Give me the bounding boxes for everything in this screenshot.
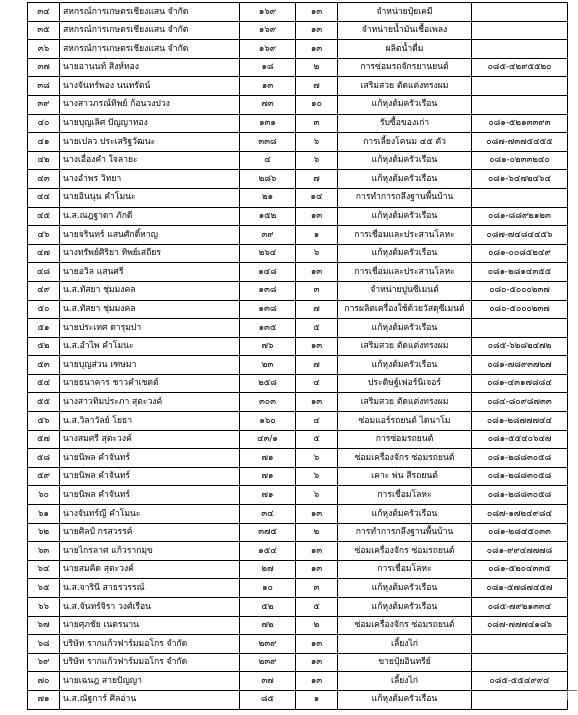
- village-number: ๖: [296, 449, 338, 468]
- table-row: [28, 263, 568, 282]
- village-number: ๑๓: [296, 3, 338, 22]
- table-row: [28, 467, 568, 486]
- house-number: ๓๔: [240, 505, 296, 524]
- business-registry-table: [27, 2, 568, 710]
- business-type: เสริมสวย ตัดแต่งทรงผม: [338, 77, 472, 96]
- table-row: [28, 151, 568, 170]
- row-number: ๕๙: [28, 467, 60, 486]
- row-number: ๖๘: [28, 635, 60, 654]
- business-owner-name: นายศุภชัย เนตรนาน: [60, 616, 240, 635]
- house-number: ๗๑: [240, 486, 296, 505]
- table-row: [28, 523, 568, 542]
- phone-number: ๐๘๑-๕๒๐๔๓๓๕: [472, 560, 568, 579]
- row-number: ๖๓: [28, 542, 60, 561]
- table-row: [28, 40, 568, 59]
- business-owner-name: บริษัท รากแก้วฟาร์มมอโกร จำกัด: [60, 653, 240, 672]
- business-type: แก้หุงต้มครัวเรือน: [338, 598, 472, 617]
- business-type: จำหน่ายน้ำมันเชื้อเพลง: [338, 21, 472, 40]
- business-owner-name: นายเฉนฎ สายปัญญา: [60, 672, 240, 691]
- table-row: [28, 374, 568, 393]
- house-number: ๓๗๕: [240, 523, 296, 542]
- village-number: ๓: [296, 281, 338, 300]
- row-number: ๓๖: [28, 40, 60, 59]
- house-number: ๑๓๘: [240, 300, 296, 319]
- business-owner-name: นายอินนุน คำโมนะ: [60, 188, 240, 207]
- business-owner-name: นายอานนท์ สิงห์ทอง: [60, 58, 240, 77]
- business-owner-name: น.ส.วิลาวัลย์ โยธา: [60, 412, 240, 431]
- row-number: ๓๗: [28, 58, 60, 77]
- row-number: ๖๖: [28, 598, 60, 617]
- village-number: ๖: [296, 486, 338, 505]
- phone-number: ๐๘๐-๕๐๐๐๒๓๗: [472, 300, 568, 319]
- phone-number: ๐๘๕-๕๕๔๙๙๔: [472, 672, 568, 691]
- row-number: ๕๗: [28, 430, 60, 449]
- village-number: ๑๓: [296, 542, 338, 561]
- house-number: ๒๗: [240, 560, 296, 579]
- village-number: ๕: [296, 319, 338, 338]
- business-type: แก้หุงต้มครัวเรือน: [338, 170, 472, 189]
- house-number: ๑๖๙: [240, 40, 296, 59]
- table-row: [28, 542, 568, 561]
- village-number: ๑๐: [296, 95, 338, 114]
- business-type: เลี้ยงไก่: [338, 635, 472, 654]
- table-row: [28, 505, 568, 524]
- house-number: ๑๖๙: [240, 21, 296, 40]
- house-number: ๓๙: [240, 226, 296, 245]
- table-row: [28, 449, 568, 468]
- phone-number: [472, 40, 568, 59]
- house-number: ๑๘: [240, 58, 296, 77]
- house-number: ๗๖: [240, 337, 296, 356]
- table-row: [28, 690, 568, 709]
- business-type: แก้หุงต้มครัวเรือน: [338, 319, 472, 338]
- house-number: ๗๒: [240, 616, 296, 635]
- table-row: [28, 21, 568, 40]
- phone-number: ๐๘๗-๗๗๗๔๑๘๖: [472, 616, 568, 635]
- business-type: รับซื้อของเก่า: [338, 114, 472, 133]
- row-number: ๔๗: [28, 244, 60, 263]
- village-number: ๓: [296, 579, 338, 598]
- business-type: เลี้ยงไก่: [338, 672, 472, 691]
- table-row: [28, 281, 568, 300]
- row-number: ๕๔: [28, 374, 60, 393]
- business-type: ซ่อมเครื่องจักร ซ่อมรถยนต์: [338, 616, 472, 635]
- business-owner-name: นายไกรลาศ แก้วรากมุข: [60, 542, 240, 561]
- village-number: ๖: [296, 151, 338, 170]
- business-owner-name: น.ส.อำไพ คำโมนะ: [60, 337, 240, 356]
- phone-number: ๐๘๑-๒๘๘๓๐๕๘: [472, 467, 568, 486]
- business-type: เคาะ พ่น สีรถยนต์: [338, 467, 472, 486]
- row-number: ๕๐: [28, 300, 60, 319]
- house-number: ๑๓๕: [240, 319, 296, 338]
- table-row: [28, 58, 568, 77]
- village-number: ๒: [296, 523, 338, 542]
- phone-number: ๐๘๕-๔๒๙๕๕๒๐: [472, 58, 568, 77]
- business-type: แก้หุงต้มครัวเรือน: [338, 356, 472, 375]
- business-type: แก้หุงต้มครัวเรือน: [338, 579, 472, 598]
- phone-number: ๐๘๑-๔๓๑๗๘๘๔: [472, 374, 568, 393]
- house-number: ๔: [240, 151, 296, 170]
- phone-number: ๐๘๑-๘๘๙๒๑๒๓: [472, 207, 568, 226]
- phone-number: ๐๘๕-๖๒๘๒๔๗๒: [472, 337, 568, 356]
- business-owner-name: นายเปลว ประเสริฐวัฒนะ: [60, 133, 240, 152]
- business-type: ขายปุ๋ยอินทรีย์: [338, 653, 472, 672]
- business-type: จำหน่ายปุ๋ยเคมี: [338, 3, 472, 22]
- row-number: ๖๙: [28, 653, 60, 672]
- village-number: ๗: [296, 170, 338, 189]
- village-number: ๓: [296, 114, 338, 133]
- row-number: ๗๐: [28, 672, 60, 691]
- business-type: แก้หุงต้มครัวเรือน: [338, 151, 472, 170]
- house-number: ๓๓๘: [240, 133, 296, 152]
- row-number: ๖๔: [28, 560, 60, 579]
- row-number: ๖๗: [28, 616, 60, 635]
- table-row: [28, 300, 568, 319]
- business-owner-name: น.ส.จันทร์จิรา วงศ์เรือน: [60, 598, 240, 617]
- table-row: [28, 393, 568, 412]
- phone-number: ๐๘๑-๒๘๘๓๐๕๘: [472, 449, 568, 468]
- table-row: [28, 579, 568, 598]
- row-number: ๓๙: [28, 95, 60, 114]
- house-number: ๒๕๘: [240, 374, 296, 393]
- house-number: ๑๖๐: [240, 412, 296, 431]
- house-number: ๑๖๙: [240, 3, 296, 22]
- village-number: ๒: [296, 58, 338, 77]
- house-number: ๑๔๘: [240, 263, 296, 282]
- business-owner-name: นางจันทร์ญี คำโมนะ: [60, 505, 240, 524]
- phone-number: ๐๘๑-๕๕๔๐๖๔๗: [472, 430, 568, 449]
- house-number: ๒๑: [240, 188, 296, 207]
- phone-number: [472, 690, 568, 709]
- village-number: ๑๓: [296, 505, 338, 524]
- house-number: ๑๐: [240, 579, 296, 598]
- table-row: [28, 244, 568, 263]
- house-number: ๗๑: [240, 449, 296, 468]
- row-number: ๖๑: [28, 505, 60, 524]
- table-row: [28, 337, 568, 356]
- phone-number: [472, 635, 568, 654]
- village-number: ๑๓: [296, 653, 338, 672]
- phone-number: [472, 3, 568, 22]
- business-type: แก้หุงต้มครัวเรือน: [338, 505, 472, 524]
- row-number: ๔๘: [28, 263, 60, 282]
- house-number: ๘๕: [240, 690, 296, 709]
- business-type: การทำการกลึงฐานพื้นบ้าน: [338, 188, 472, 207]
- table-row: [28, 133, 568, 152]
- business-type: แก้หุงต้มครัวเรือน: [338, 207, 472, 226]
- table-row: [28, 616, 568, 635]
- table-row: [28, 560, 568, 579]
- house-number: ๑๓๑: [240, 114, 296, 133]
- phone-number: ๐๘๗-๑๗๒๔๙๘๔: [472, 505, 568, 524]
- phone-number: [472, 188, 568, 207]
- business-owner-name: สหกรณ์การเกษตรเชียงแสน จำกัด: [60, 40, 240, 59]
- table-row: [28, 95, 568, 114]
- row-number: ๓๕: [28, 21, 60, 40]
- village-number: ๕: [296, 430, 338, 449]
- table-row: [28, 207, 568, 226]
- house-number: ๒๓: [240, 356, 296, 375]
- business-owner-name: น.ส.ณัฐการ์ ศิลอ่าน: [60, 690, 240, 709]
- phone-number: ๐๘๕-๗๙๒๑๓๓๔: [472, 598, 568, 617]
- phone-number: ๐๘๑-๐๒๓๓๒๔๐: [472, 151, 568, 170]
- business-type: ซ่อมแอร์รถยนต์ ไดนาโม: [338, 412, 472, 431]
- phone-number: ๐๘๑-๒๘๘๓๐๕๘: [472, 486, 568, 505]
- table-row: [28, 356, 568, 375]
- village-number: ๔: [296, 412, 338, 431]
- row-number: ๔๒: [28, 151, 60, 170]
- business-owner-name: น.ส.ณฎฐาดา ภักดี: [60, 207, 240, 226]
- village-number: ๗: [296, 77, 338, 96]
- house-number: ๗๑: [240, 467, 296, 486]
- phone-number: ๐๘๗-๗๔๘๔๔๕๖: [472, 226, 568, 245]
- house-number: ๒๖๔: [240, 244, 296, 263]
- village-number: ๗: [296, 356, 338, 375]
- table-row: [28, 3, 568, 22]
- table-row: [28, 635, 568, 654]
- house-number: ๒๘๖: [240, 170, 296, 189]
- village-number: ๖: [296, 467, 338, 486]
- village-number: ๑๓: [296, 263, 338, 282]
- row-number: ๔๓: [28, 170, 60, 189]
- page-corner-mark: [567, 690, 577, 700]
- village-number: ๑๓: [296, 672, 338, 691]
- row-number: ๖๒: [28, 523, 60, 542]
- business-owner-name: นางสาวทิมประภา สุตะวงค์: [60, 393, 240, 412]
- table-row: [28, 653, 568, 672]
- business-owner-name: นางเอื่องคำ ใจลายะ: [60, 151, 240, 170]
- row-number: ๔๖: [28, 226, 60, 245]
- house-number: ๒๓๙: [240, 635, 296, 654]
- phone-number: [472, 77, 568, 96]
- business-type: ประดิษฐ์เฟอร์นิเจอร์: [338, 374, 472, 393]
- village-number: ๑๓: [296, 560, 338, 579]
- table-row: [28, 77, 568, 96]
- business-owner-name: นางอำพร วิทยา: [60, 170, 240, 189]
- phone-number: ๐๘๑-๕๗๘๗๔๕๗: [472, 579, 568, 598]
- village-number: ๒: [296, 616, 338, 635]
- village-number: ๗: [296, 300, 338, 319]
- house-number: ๔๓/๑: [240, 430, 296, 449]
- business-owner-name: สหกรณ์การเกษตรเชียงแสน จำกัด: [60, 21, 240, 40]
- phone-number: ๐๘๔-๘๐๙๘๗๓๓: [472, 393, 568, 412]
- business-type: การเชื่อมโลหะ: [338, 560, 472, 579]
- business-owner-name: นายจรินทร์ แสนศักดิ์หาญ: [60, 226, 240, 245]
- business-owner-name: นายธนาคาร ชาวคำเชตต์: [60, 374, 240, 393]
- phone-number: ๐๘๑-๖๔๗๒๔๖๔: [472, 170, 568, 189]
- phone-number: ๐๘๑-๐๐๘๕๒๔๙: [472, 244, 568, 263]
- row-number: ๖๐: [28, 486, 60, 505]
- row-number: ๓๔: [28, 3, 60, 22]
- phone-number: ๐๘๑-๙๙๔๗๗๗๘: [472, 542, 568, 561]
- phone-number: [472, 95, 568, 114]
- village-number: ๑๓: [296, 207, 338, 226]
- table-row: [28, 430, 568, 449]
- village-number: ๑: [296, 690, 338, 709]
- row-number: ๓๘: [28, 77, 60, 96]
- business-owner-name: นายนิพล คำจันทร์: [60, 467, 240, 486]
- village-number: ๕: [296, 598, 338, 617]
- house-number: ๑๕๔: [240, 542, 296, 561]
- business-owner-name: น.ส.ทัสยา ชุ่มมงคล: [60, 300, 240, 319]
- business-type: การเชื่อมและประสานโลหะ: [338, 263, 472, 282]
- table-row: [28, 672, 568, 691]
- table-row: [28, 412, 568, 431]
- business-type: ซ่อมเครื่องจักร ซ่อมรถยนต์: [338, 542, 472, 561]
- business-type: แก้หุงต้มครัวเรือน: [338, 95, 472, 114]
- business-type: เสริมสวย ตัดแต่งทรงผม: [338, 393, 472, 412]
- village-number: ๔: [296, 374, 338, 393]
- phone-number: ๐๘๑-๒๘๑๔๓๕๕: [472, 263, 568, 282]
- house-number: ๓๗: [240, 672, 296, 691]
- row-number: ๕๘: [28, 449, 60, 468]
- business-type: เสริมสวย ตัดแต่งทรงผม: [338, 337, 472, 356]
- row-number: ๔๕: [28, 207, 60, 226]
- phone-number: [472, 319, 568, 338]
- business-type: แก้หุงต้มครัวเรือน: [338, 690, 472, 709]
- table-row: [28, 319, 568, 338]
- business-type: การผลิตเครื่องใช้ด้วยวัสดุซีเมนต์: [338, 300, 472, 319]
- village-number: ๑๓: [296, 393, 338, 412]
- house-number: ๑๓๘: [240, 281, 296, 300]
- business-owner-name: สหกรณ์การเกษตรเชียงแสน จำกัด: [60, 3, 240, 22]
- business-type: การซ่อมรถจักรยานยนต์: [338, 58, 472, 77]
- row-number: ๗๑: [28, 690, 60, 709]
- business-type: การซ่อมรถยนต์: [338, 430, 472, 449]
- business-type: การเลี้ยงโคนม ๔๕ ตัว: [338, 133, 472, 152]
- business-owner-name: นายบุญส่วน เฑษมา: [60, 356, 240, 375]
- business-owner-name: นายสมคิด สุตะวงค์: [60, 560, 240, 579]
- row-number: ๕๑: [28, 319, 60, 338]
- business-type: การเชื่อมโลหะ: [338, 486, 472, 505]
- business-owner-name: นายอวิล แสนศรี: [60, 263, 240, 282]
- table-row: [28, 170, 568, 189]
- row-number: ๕๖: [28, 412, 60, 431]
- business-owner-name: นายบุญเลิศ ปัญญาทอง: [60, 114, 240, 133]
- business-owner-name: นางสมศรี สุตะวงค์: [60, 430, 240, 449]
- village-number: ๑๔: [296, 188, 338, 207]
- table-row: [28, 226, 568, 245]
- village-number: ๖: [296, 244, 338, 263]
- row-number: ๔๑: [28, 133, 60, 152]
- house-number: ๑๓: [240, 77, 296, 96]
- phone-number: [472, 653, 568, 672]
- house-number: ๓๐๓: [240, 393, 296, 412]
- business-owner-name: นายศิลป์ กรสวรรค์: [60, 523, 240, 542]
- house-number: ๑๕๒: [240, 207, 296, 226]
- business-type: การทำการกลึงฐานพื้นบ้าน: [338, 523, 472, 542]
- business-owner-name: นางสาวภรณ์ทิพย์ ก้อนวงปวง: [60, 95, 240, 114]
- village-number: ๑: [296, 226, 338, 245]
- business-owner-name: น.ส.จารินี สาธรวรรณ์: [60, 579, 240, 598]
- phone-number: ๐๘๑-๗๘๙๓๗๒๗: [472, 356, 568, 375]
- phone-number: ๐๘๑-๕๒๑๓๓๙๓: [472, 114, 568, 133]
- phone-number: ๐๘๐-๕๐๐๐๒๓๗: [472, 281, 568, 300]
- business-owner-name: นางจันทร์พอง นนทรัตน์: [60, 77, 240, 96]
- business-type: ซ่อมเครื่องจักร ซ่อมรถยนต์: [338, 449, 472, 468]
- business-type: จำหน่ายปูนซีเมนต์: [338, 281, 472, 300]
- row-number: ๔๙: [28, 281, 60, 300]
- row-number: ๖๕: [28, 579, 60, 598]
- row-number: ๕๕: [28, 393, 60, 412]
- business-owner-name: นายนิพล คำจันทร์: [60, 449, 240, 468]
- business-owner-name: นายนิพล คำจันทร์: [60, 486, 240, 505]
- house-number: ๗๓: [240, 95, 296, 114]
- house-number: ๕๒: [240, 598, 296, 617]
- village-number: ๑๓: [296, 21, 338, 40]
- business-owner-name: นายประเทศ ดารุมปา: [60, 319, 240, 338]
- business-owner-name: น.ส.ทัสยา ชุ่มมงคล: [60, 281, 240, 300]
- village-number: ๑๓: [296, 337, 338, 356]
- table-row: [28, 598, 568, 617]
- row-number: ๔๔: [28, 188, 60, 207]
- phone-number: ๐๘๑-๒๘๔๕๐๓๓: [472, 523, 568, 542]
- village-number: ๑๓: [296, 635, 338, 654]
- business-owner-name: นางทรัพย์ศิริยา ทิพย์เสถียร: [60, 244, 240, 263]
- village-number: ๑๓: [296, 40, 338, 59]
- village-number: ๖: [296, 133, 338, 152]
- phone-number: ๐๘๗-๗๓๗๕๔๕๕: [472, 133, 568, 152]
- table-row: [28, 486, 568, 505]
- business-type: การเชื่อมและประสานโลหะ: [338, 226, 472, 245]
- row-number: ๕๓: [28, 356, 60, 375]
- table-row: [28, 188, 568, 207]
- phone-number: [472, 21, 568, 40]
- table-body: [28, 3, 568, 710]
- business-owner-name: บริษัท รากแก้วฟาร์มมอโกร จำกัด: [60, 635, 240, 654]
- house-number: ๒๓๙: [240, 653, 296, 672]
- row-number: ๕๒: [28, 337, 60, 356]
- table-row: [28, 114, 568, 133]
- row-number: ๔๐: [28, 114, 60, 133]
- business-type: แก้หุงต้มครัวเรือน: [338, 244, 472, 263]
- phone-number: ๐๘๑-๒๘๗๗๗๔๔: [472, 412, 568, 431]
- business-type: ผลิตน้ำดื่ม: [338, 40, 472, 59]
